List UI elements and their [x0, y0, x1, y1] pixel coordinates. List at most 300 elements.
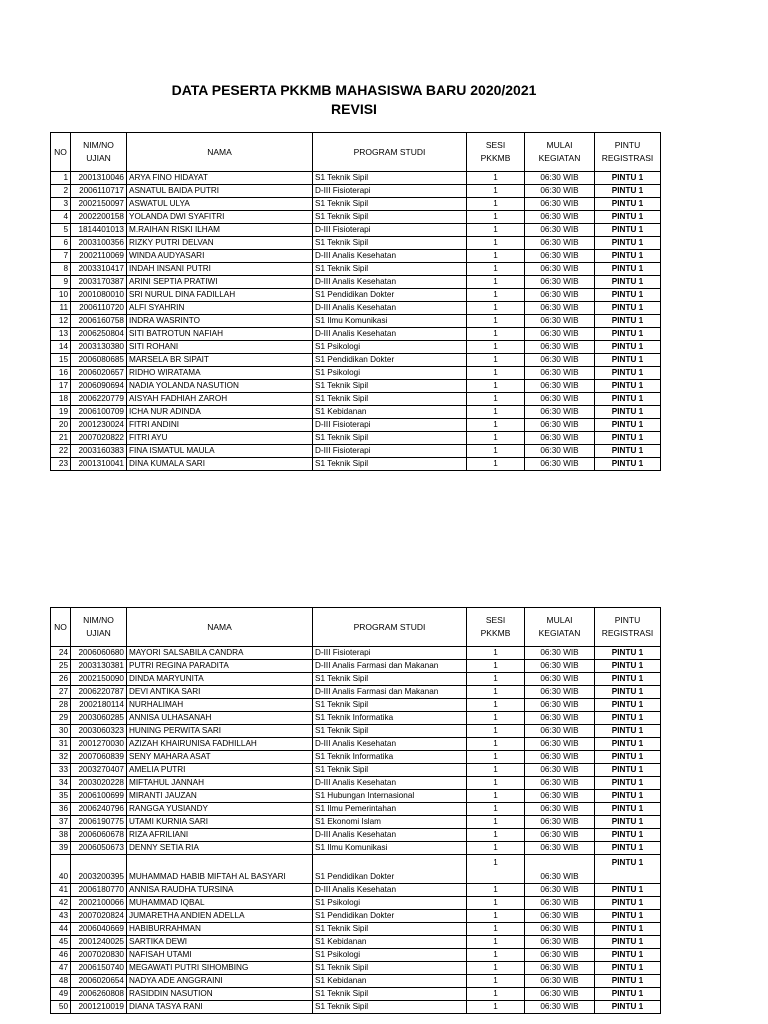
row-mulai: 06:30 WIB — [525, 367, 595, 380]
row-no: 9 — [51, 276, 71, 289]
row-nim: 2003060323 — [71, 725, 127, 738]
row-sesi: 1 — [467, 341, 525, 354]
row-mulai: 06:30 WIB — [525, 751, 595, 764]
row-program-studi: S1 Teknik Sipil — [313, 432, 467, 445]
row-mulai: 06:30 WIB — [525, 263, 595, 276]
row-nim: 2006040669 — [71, 923, 127, 936]
row-mulai: 06:30 WIB — [525, 1001, 595, 1014]
row-pintu: PINTU 1 — [595, 764, 661, 777]
row-program-studi: D-III Analis Kesehatan — [313, 884, 467, 897]
row-nama: YOLANDA DWI SYAFITRI — [127, 211, 313, 224]
row-mulai: 06:30 WIB — [525, 237, 595, 250]
row-pintu: PINTU 1 — [595, 699, 661, 712]
row-pintu: PINTU 1 — [595, 211, 661, 224]
row-nama: M.RAIHAN RISKI ILHAM — [127, 224, 313, 237]
row-sesi: 1 — [467, 647, 525, 660]
row-program-studi: S1 Teknik Sipil — [313, 380, 467, 393]
row-no: 19 — [51, 406, 71, 419]
row-mulai: 06:30 WIB — [525, 910, 595, 923]
row-program-studi: D-III Analis Kesehatan — [313, 250, 467, 263]
row-mulai: 06:30 WIB — [525, 419, 595, 432]
row-pintu: PINTU 1 — [595, 884, 661, 897]
row-sesi: 1 — [467, 777, 525, 790]
row-sesi: 1 — [467, 751, 525, 764]
row-nama: ASWATUL ULYA — [127, 198, 313, 211]
table-row — [51, 432, 661, 445]
row-sesi: 1 — [467, 276, 525, 289]
row-mulai: 06:30 WIB — [525, 777, 595, 790]
row-program-studi: D-III Fisioterapi — [313, 185, 467, 198]
row-sesi: 1 — [467, 842, 525, 855]
row-nama: HUNING PERWITA SARI — [127, 725, 313, 738]
row-mulai: 06:30 WIB — [525, 328, 595, 341]
row-nama: MAYORI SALSABILA CANDRA — [127, 647, 313, 660]
row-mulai: 06:30 WIB — [525, 250, 595, 263]
row-program-studi: D-III Analis Farmasi dan Makanan — [313, 660, 467, 673]
row-nama: ALFI SYAHRIN — [127, 302, 313, 315]
row-pintu: PINTU 1 — [595, 790, 661, 803]
row-pintu: PINTU 1 — [595, 458, 661, 471]
row-no: 13 — [51, 328, 71, 341]
row-nama: NURHALIMAH — [127, 699, 313, 712]
table-row — [51, 224, 661, 237]
row-nama: AMELIA PUTRI — [127, 764, 313, 777]
row-program-studi: S1 Teknik Sipil — [313, 263, 467, 276]
row-nim: 2003130380 — [71, 341, 127, 354]
table-row — [51, 419, 661, 432]
row-pintu: PINTU 1 — [595, 172, 661, 185]
row-nama: ANNISA RAUDHA TURSINA — [127, 884, 313, 897]
row-sesi: 1 — [467, 302, 525, 315]
row-pintu: PINTU 1 — [595, 380, 661, 393]
table-row — [51, 276, 661, 289]
row-sesi: 1 — [467, 289, 525, 302]
row-pintu: PINTU 1 — [595, 302, 661, 315]
row-pintu: PINTU 1 — [595, 354, 661, 367]
row-no: 40 — [51, 855, 71, 884]
row-no: 4 — [51, 211, 71, 224]
row-program-studi: S1 Pendidikan Dokter — [313, 855, 467, 884]
row-pintu: PINTU 1 — [595, 673, 661, 686]
row-nim: 2006100699 — [71, 790, 127, 803]
row-program-studi: D-III Analis Kesehatan — [313, 738, 467, 751]
row-program-studi: S1 Ilmu Komunikasi — [313, 315, 467, 328]
row-pintu: PINTU 1 — [595, 910, 661, 923]
row-program-studi: D-III Fisioterapi — [313, 445, 467, 458]
row-mulai: 06:30 WIB — [525, 393, 595, 406]
row-no: 21 — [51, 432, 71, 445]
row-pintu: PINTU 1 — [595, 751, 661, 764]
table-row — [51, 897, 661, 910]
row-nama: JUMARETHA ANDIEN ADELLA — [127, 910, 313, 923]
row-nama: MEGAWATI PUTRI SIHOMBING — [127, 962, 313, 975]
row-nim: 2001080010 — [71, 289, 127, 302]
row-nama: SARTIKA DEWI — [127, 936, 313, 949]
row-sesi: 1 — [467, 172, 525, 185]
row-nim: 2006220787 — [71, 686, 127, 699]
table-row — [51, 842, 661, 855]
row-sesi: 1 — [467, 328, 525, 341]
row-sesi: 1 — [467, 406, 525, 419]
row-nim: 2006160758 — [71, 315, 127, 328]
row-nim: 2006110720 — [71, 302, 127, 315]
row-program-studi: S1 Ilmu Pemerintahan — [313, 803, 467, 816]
row-nim: 2003100356 — [71, 237, 127, 250]
table-row — [51, 751, 661, 764]
row-nama: MIRANTI JAUZAN — [127, 790, 313, 803]
table-row — [51, 712, 661, 725]
row-sesi: 1 — [467, 419, 525, 432]
row-nim: 2001310046 — [71, 172, 127, 185]
row-no: 39 — [51, 842, 71, 855]
row-sesi: 1 — [467, 263, 525, 276]
participants-table-2 — [50, 607, 661, 1014]
row-no: 36 — [51, 803, 71, 816]
row-nim: 2001310041 — [71, 458, 127, 471]
row-sesi: 1 — [467, 458, 525, 471]
table-row — [51, 1001, 661, 1014]
row-nim: 2002180114 — [71, 699, 127, 712]
table-row — [51, 647, 661, 660]
row-no: 27 — [51, 686, 71, 699]
row-nama: ARINI SEPTIA PRATIWI — [127, 276, 313, 289]
row-no: 18 — [51, 393, 71, 406]
row-mulai: 06:30 WIB — [525, 842, 595, 855]
row-program-studi: S1 Hubungan Internasional — [313, 790, 467, 803]
row-nim: 2007020824 — [71, 910, 127, 923]
row-program-studi: S1 Psikologi — [313, 897, 467, 910]
row-nama: RASIDDIN NASUTION — [127, 988, 313, 1001]
row-no: 3 — [51, 198, 71, 211]
header-mulai: MULAI KEGIATAN — [525, 133, 595, 172]
row-no: 47 — [51, 962, 71, 975]
row-program-studi: S1 Psikologi — [313, 367, 467, 380]
document-title: DATA PESERTA PKKMB MAHASISWA BARU 2020/2021 — [171, 82, 537, 98]
row-mulai: 06:30 WIB — [525, 738, 595, 751]
row-sesi: 1 — [467, 660, 525, 673]
table-row — [51, 406, 661, 419]
row-no: 43 — [51, 910, 71, 923]
row-mulai: 06:30 WIB — [525, 172, 595, 185]
row-sesi: 1 — [467, 432, 525, 445]
row-nim: 2002100066 — [71, 897, 127, 910]
row-sesi: 1 — [467, 855, 525, 884]
row-pintu: PINTU 1 — [595, 367, 661, 380]
row-nim: 2006060680 — [71, 647, 127, 660]
table-row — [51, 764, 661, 777]
row-nim: 2006080685 — [71, 354, 127, 367]
row-no: 7 — [51, 250, 71, 263]
row-sesi: 1 — [467, 803, 525, 816]
row-nama: ARYA FINO HIDAYAT — [127, 172, 313, 185]
table-row — [51, 855, 661, 884]
row-pintu: PINTU 1 — [595, 289, 661, 302]
row-program-studi: S1 Teknik Sipil — [313, 962, 467, 975]
row-program-studi: S1 Teknik Sipil — [313, 1001, 467, 1014]
row-mulai: 06:30 WIB — [525, 936, 595, 949]
header-nama: NAMA — [127, 608, 313, 647]
row-sesi: 1 — [467, 897, 525, 910]
row-nim: 2002150090 — [71, 673, 127, 686]
table-row — [51, 354, 661, 367]
header-no: NO — [51, 608, 71, 647]
table-row — [51, 237, 661, 250]
row-no: 8 — [51, 263, 71, 276]
header-nama: NAMA — [127, 133, 313, 172]
row-mulai: 06:30 WIB — [525, 198, 595, 211]
row-sesi: 1 — [467, 315, 525, 328]
row-nama: SENY MAHARA ASAT — [127, 751, 313, 764]
table-row — [51, 445, 661, 458]
row-mulai: 06:30 WIB — [525, 975, 595, 988]
row-sesi: 1 — [467, 949, 525, 962]
row-program-studi: D-III Fisioterapi — [313, 419, 467, 432]
row-no: 14 — [51, 341, 71, 354]
row-nim: 2003020228 — [71, 777, 127, 790]
row-nama: ANNISA ULHASANAH — [127, 712, 313, 725]
row-mulai: 06:30 WIB — [525, 341, 595, 354]
row-pintu: PINTU 1 — [595, 816, 661, 829]
row-pintu: PINTU 1 — [595, 432, 661, 445]
row-no: 31 — [51, 738, 71, 751]
row-nama: MUHAMMAD HABIB MIFTAH AL BASYARI — [127, 855, 313, 884]
row-no: 1 — [51, 172, 71, 185]
row-nama: SITI BATROTUN NAFIAH — [127, 328, 313, 341]
row-mulai: 06:30 WIB — [525, 647, 595, 660]
row-sesi: 1 — [467, 738, 525, 751]
table-row — [51, 777, 661, 790]
table-row — [51, 673, 661, 686]
row-nim: 2006050673 — [71, 842, 127, 855]
table-row — [51, 367, 661, 380]
row-pintu: PINTU 1 — [595, 660, 661, 673]
row-nama: INDRA WASRINTO — [127, 315, 313, 328]
row-sesi: 1 — [467, 975, 525, 988]
row-mulai: 06:30 WIB — [525, 764, 595, 777]
row-mulai: 06:30 WIB — [525, 445, 595, 458]
row-program-studi: S1 Kebidanan — [313, 406, 467, 419]
row-sesi: 1 — [467, 198, 525, 211]
row-program-studi: D-III Analis Kesehatan — [313, 829, 467, 842]
row-mulai: 06:30 WIB — [525, 725, 595, 738]
header-mulai: MULAI KEGIATAN — [525, 608, 595, 647]
row-no: 35 — [51, 790, 71, 803]
row-mulai: 06:30 WIB — [525, 185, 595, 198]
row-program-studi: S1 Pendidikan Dokter — [313, 354, 467, 367]
row-sesi: 1 — [467, 829, 525, 842]
row-sesi: 1 — [467, 367, 525, 380]
row-no: 30 — [51, 725, 71, 738]
row-nim: 2003130381 — [71, 660, 127, 673]
row-pintu: PINTU 1 — [595, 224, 661, 237]
row-program-studi: S1 Kebidanan — [313, 936, 467, 949]
header-sesi: SESI PKKMB — [467, 133, 525, 172]
row-pintu: PINTU 1 — [595, 198, 661, 211]
row-sesi: 1 — [467, 725, 525, 738]
row-no: 38 — [51, 829, 71, 842]
row-pintu: PINTU 1 — [595, 897, 661, 910]
table-row — [51, 949, 661, 962]
table-row — [51, 315, 661, 328]
row-mulai: 06:30 WIB — [525, 699, 595, 712]
row-mulai: 06:30 WIB — [525, 988, 595, 1001]
table-row — [51, 458, 661, 471]
row-no: 37 — [51, 816, 71, 829]
row-nama: ICHA NUR ADINDA — [127, 406, 313, 419]
table-row — [51, 988, 661, 1001]
table-row — [51, 328, 661, 341]
row-sesi: 1 — [467, 445, 525, 458]
row-sesi: 1 — [467, 962, 525, 975]
row-nama: NADIA YOLANDA NASUTION — [127, 380, 313, 393]
row-nim: 2006150740 — [71, 962, 127, 975]
row-pintu: PINTU 1 — [595, 315, 661, 328]
row-no: 29 — [51, 712, 71, 725]
row-nim: 2003310417 — [71, 263, 127, 276]
row-no: 41 — [51, 884, 71, 897]
row-nim: 2006020654 — [71, 975, 127, 988]
row-no: 11 — [51, 302, 71, 315]
row-mulai: 06:30 WIB — [525, 949, 595, 962]
row-nim: 2003060285 — [71, 712, 127, 725]
row-pintu: PINTU 1 — [595, 923, 661, 936]
header-sesi: SESI PKKMB — [467, 608, 525, 647]
row-program-studi: S1 Teknik Sipil — [313, 211, 467, 224]
table-row — [51, 380, 661, 393]
row-mulai: 06:30 WIB — [525, 803, 595, 816]
table-row — [51, 289, 661, 302]
table-row — [51, 185, 661, 198]
row-pintu: PINTU 1 — [595, 777, 661, 790]
row-nama: UTAMI KURNIA SARI — [127, 816, 313, 829]
table-row — [51, 302, 661, 315]
row-nim: 2006190775 — [71, 816, 127, 829]
row-nama: RIZKY PUTRI DELVAN — [127, 237, 313, 250]
row-nim: 2006180770 — [71, 884, 127, 897]
row-pintu: PINTU 1 — [595, 712, 661, 725]
row-program-studi: S1 Psikologi — [313, 949, 467, 962]
participants-table-1 — [50, 132, 661, 471]
row-sesi: 1 — [467, 380, 525, 393]
row-mulai: 06:30 WIB — [525, 962, 595, 975]
row-no: 50 — [51, 1001, 71, 1014]
row-program-studi: S1 Pendidikan Dokter — [313, 910, 467, 923]
row-no: 48 — [51, 975, 71, 988]
row-program-studi: D-III Analis Kesehatan — [313, 302, 467, 315]
row-no: 34 — [51, 777, 71, 790]
row-nama: NAFISAH UTAMI — [127, 949, 313, 962]
table-row — [51, 211, 661, 224]
row-pintu: PINTU 1 — [595, 1001, 661, 1014]
row-program-studi: D-III Analis Farmasi dan Makanan — [313, 686, 467, 699]
row-program-studi: S1 Teknik Sipil — [313, 198, 467, 211]
row-program-studi: S1 Teknik Sipil — [313, 237, 467, 250]
row-nama: NADYA ADE ANGGRAINI — [127, 975, 313, 988]
row-sesi: 1 — [467, 764, 525, 777]
row-nama: RIDHO WIRATAMA — [127, 367, 313, 380]
row-nama: HABIBURRAHMAN — [127, 923, 313, 936]
header-program-studi: PROGRAM STUDI — [313, 608, 467, 647]
row-program-studi: S1 Teknik Sipil — [313, 699, 467, 712]
row-mulai: 06:30 WIB — [525, 855, 595, 884]
row-nama: ASNATUL BAIDA PUTRI — [127, 185, 313, 198]
row-nama: DINA KUMALA SARI — [127, 458, 313, 471]
row-program-studi: S1 Teknik Sipil — [313, 988, 467, 1001]
row-mulai: 06:30 WIB — [525, 816, 595, 829]
header-no: NO — [51, 133, 71, 172]
row-nama: DENNY SETIA RIA — [127, 842, 313, 855]
row-nama: SITI ROHANI — [127, 341, 313, 354]
row-nama: RANGGA YUSIANDY — [127, 803, 313, 816]
row-no: 10 — [51, 289, 71, 302]
table-row — [51, 803, 661, 816]
row-sesi: 1 — [467, 393, 525, 406]
row-pintu: PINTU 1 — [595, 185, 661, 198]
row-pintu: PINTU 1 — [595, 803, 661, 816]
row-no: 46 — [51, 949, 71, 962]
row-pintu: PINTU 1 — [595, 237, 661, 250]
table-row — [51, 198, 661, 211]
table-row — [51, 263, 661, 276]
table-row — [51, 923, 661, 936]
row-program-studi: S1 Teknik Sipil — [313, 725, 467, 738]
row-no: 15 — [51, 354, 71, 367]
row-nama: INDAH INSANI PUTRI — [127, 263, 313, 276]
row-nama: FITRI AYU — [127, 432, 313, 445]
row-nama: SRI NURUL DINA FADILLAH — [127, 289, 313, 302]
row-nama: PUTRI REGINA PARADITA — [127, 660, 313, 673]
row-pintu: PINTU 1 — [595, 949, 661, 962]
table-row — [51, 790, 661, 803]
row-sesi: 1 — [467, 910, 525, 923]
row-nama: DINDA MARYUNITA — [127, 673, 313, 686]
row-pintu: PINTU 1 — [595, 686, 661, 699]
table-header-row — [51, 133, 661, 172]
table-row — [51, 975, 661, 988]
row-program-studi: D-III Analis Kesehatan — [313, 276, 467, 289]
row-program-studi: S1 Teknik Sipil — [313, 172, 467, 185]
row-no: 49 — [51, 988, 71, 1001]
row-pintu: PINTU 1 — [595, 393, 661, 406]
row-program-studi: S1 Teknik Informatika — [313, 751, 467, 764]
row-nim: 2001230024 — [71, 419, 127, 432]
table-row — [51, 816, 661, 829]
row-sesi: 1 — [467, 988, 525, 1001]
row-sesi: 1 — [467, 790, 525, 803]
row-nim: 2003160383 — [71, 445, 127, 458]
row-nama: WINDA AUDYASARI — [127, 250, 313, 263]
table-header-row — [51, 608, 661, 647]
table-row — [51, 738, 661, 751]
row-mulai: 06:30 WIB — [525, 276, 595, 289]
table-row — [51, 962, 661, 975]
row-sesi: 1 — [467, 673, 525, 686]
table-row — [51, 172, 661, 185]
row-sesi: 1 — [467, 211, 525, 224]
row-program-studi: S1 Teknik Sipil — [313, 764, 467, 777]
header-program-studi: PROGRAM STUDI — [313, 133, 467, 172]
table-row — [51, 829, 661, 842]
row-nama: DEVI ANTIKA SARI — [127, 686, 313, 699]
row-sesi: 1 — [467, 1001, 525, 1014]
row-mulai: 06:30 WIB — [525, 302, 595, 315]
row-program-studi: D-III Analis Kesehatan — [313, 328, 467, 341]
header-nim: NIM/NO UJIAN — [71, 608, 127, 647]
row-nim: 2006260808 — [71, 988, 127, 1001]
table-row — [51, 660, 661, 673]
row-pintu: PINTU 1 — [595, 855, 661, 884]
row-program-studi: S1 Teknik Sipil — [313, 673, 467, 686]
